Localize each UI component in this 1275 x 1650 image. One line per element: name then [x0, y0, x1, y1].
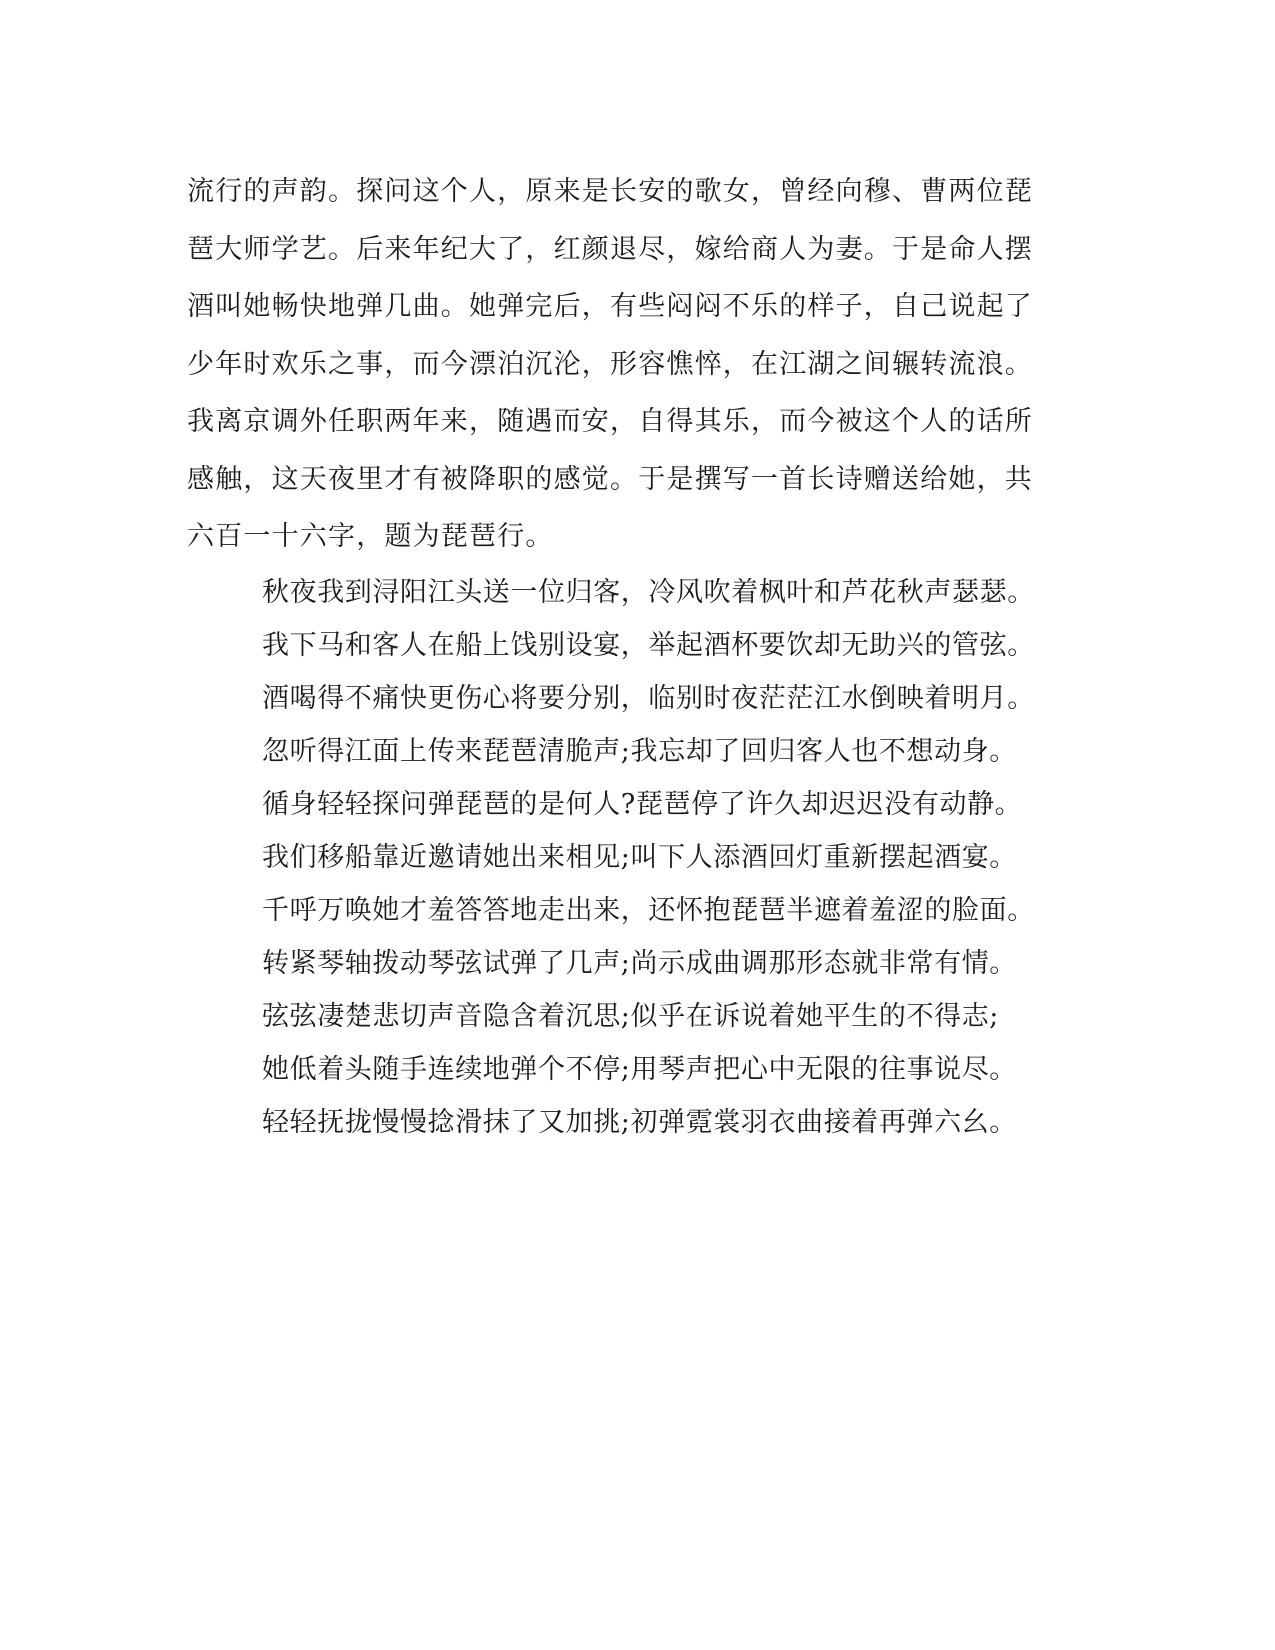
poem-line: 秋夜我到浔阳江头送一位归客，冷风吹着枫叶和芦花秋声瑟瑟。 — [262, 577, 1035, 608]
poem-line: 轻轻抚拢慢慢捻滑抹了又加挑;初弹霓裳羽衣曲接着再弹六幺。 — [262, 1107, 1017, 1138]
preface-line: 酒叫她畅快地弹几曲。她弹完后，有些闷闷不乐的样子，自己说起了 — [187, 291, 1033, 322]
preface-line: 琶大师学艺。后来年纪大了，红颜退尽，嫁给商人为妻。于是命人摆 — [187, 233, 1033, 265]
preface-line: 六百一十六字，题为琵琶行。 — [187, 521, 554, 552]
poem-translation — [262, 566, 1062, 1149]
preface-line: 我离京调外任职两年来，随遇而安，自得其乐，而今被这个人的话所 — [187, 406, 1033, 437]
preface-line: 感触，这天夜里才有被降职的感觉。于是撰写一首长诗赠送给她，共 — [187, 463, 1033, 495]
poem-line: 她低着头随手连续地弹个不停;用琴声把心中无限的往事说尽。 — [262, 1054, 1017, 1085]
poem-line: 循身轻轻探问弹琵琶的是何人?琵琶停了许久却迟迟没有动静。 — [262, 789, 1023, 820]
poem-line: 酒喝得不痛快更伤心将要分别，临别时夜茫茫江水倒映着明月。 — [262, 683, 1035, 714]
poem-line: 弦弦凄楚悲切声音隐含着沉思;似乎在诉说着她平生的不得志; — [262, 1001, 999, 1032]
poem-line: 转紧琴轴拨动琴弦试弹了几声;尚示成曲调那形态就非常有情。 — [262, 948, 1017, 979]
preface-line: 流行的声韵。探问这个人，原来是长安的歌女，曾经向穆、曹两位琵 — [187, 176, 1033, 207]
preface-line: 少年时欢乐之事，而今漂泊沉沦，形容憔悴，在江湖之间辗转流浪。 — [187, 348, 1033, 380]
poem-line: 我下马和客人在船上饯别设宴，举起酒杯要饮却无助兴的管弦。 — [262, 630, 1035, 661]
preface-paragraph — [187, 163, 1067, 566]
poem-line: 忽听得江面上传来琵琶清脆声;我忘却了回归客人也不想动身。 — [262, 736, 1017, 767]
poem-line: 千呼万唤她才羞答答地走出来，还怀抱琵琶半遮着羞涩的脸面。 — [262, 895, 1035, 926]
poem-line: 我们移船靠近邀请她出来相见;叫下人添酒回灯重新摆起酒宴。 — [262, 842, 1017, 873]
